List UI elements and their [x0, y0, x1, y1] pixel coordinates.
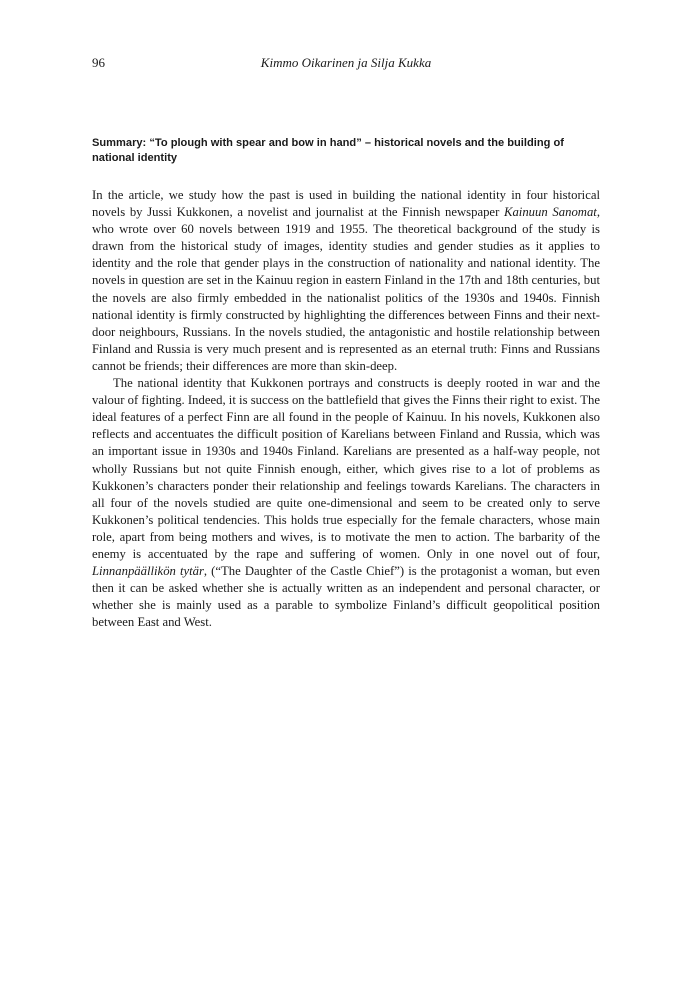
newspaper-title: Kainuun Sanomat: [504, 205, 597, 220]
page-number: 96: [92, 55, 105, 70]
novel-title: Linnanpäällikön tytär: [92, 564, 204, 579]
page-header: [92, 55, 600, 71]
paragraph-1-text-a: In the article, we study how the past is used in building the national identity in four historical novels by Jussi Kukkonen, a novelist and journalist at the Finnish newspaper: [92, 188, 600, 220]
paragraph-2: [92, 375, 600, 631]
paragraph-2-text-b: , (“The Daughter of the Castle Chief”) is the protagonist a woman, but even then it can be asked whether she is actually written as an independent and personal character, or whether she is mainly used as a parable to symbolize Finland’s difficult geopolitical position between East and West.: [92, 564, 601, 630]
running-head: Kimmo Oikarinen ja Silja Kukka: [260, 55, 432, 70]
paragraph-1-text-b: , who wrote over 60 novels between 1919 and 1955. The theoretical background of the study is drawn from the historical study of images, identity studies and gender studies as it applies to identity and the role that gender plays in the construction of nationality and national identity. The novels in question are set in the Kainuu region in eastern Finland in the 17th and 18th centuries, but the novels are also firmly embedded in the nationalist politics of the 1930s and 1940s. Finnish national identity is firmly constructed by highlighting the differences between Finns and their next-door neighbours, Russians. In the novels studied, the antagonistic and hostile relationship between Finland and Russia is very much present and is represented as an eternal truth: Finns and Russians cannot be friends; their differences are more than skin-deep.: [92, 205, 600, 373]
summary-heading: Summary: “To plough with spear and bow in hand” – historical novels and the building of national identity: [92, 137, 564, 164]
summary-body: [92, 187, 600, 631]
paragraph-1: [92, 187, 600, 375]
paragraph-2-text-a: The national identity that Kukkonen portrays and constructs is deeply rooted in war and the valour of fighting. Indeed, it is success on the battlefield that gives the Finns their right to exist. The ideal features of a perfect Finn are all found in the people of Kainuu. In his novels, Kukkonen also reflects and accentuates the difficult position of Karelians between Finland and Russia, which was an important issue in 1930s and 1940s Finland. Karelians are presented as a half-way people, not wholly Russians but not quite Finnish enough, either, which gives rise to a lot of problems as Kukkonen’s characters ponder their relationship and feelings towards Karelians. The characters in all four of the novels studied are quite one-dimensional and seem to be created only to serve Kukkonen’s political tendencies. This holds true especially for the female characters, whose main role, apart from being mothers and wives, is to motivate the men to action. The barbarity of the enemy is accentuated by the rape and suffering of women. Only in one novel out of four,: [92, 376, 600, 561]
